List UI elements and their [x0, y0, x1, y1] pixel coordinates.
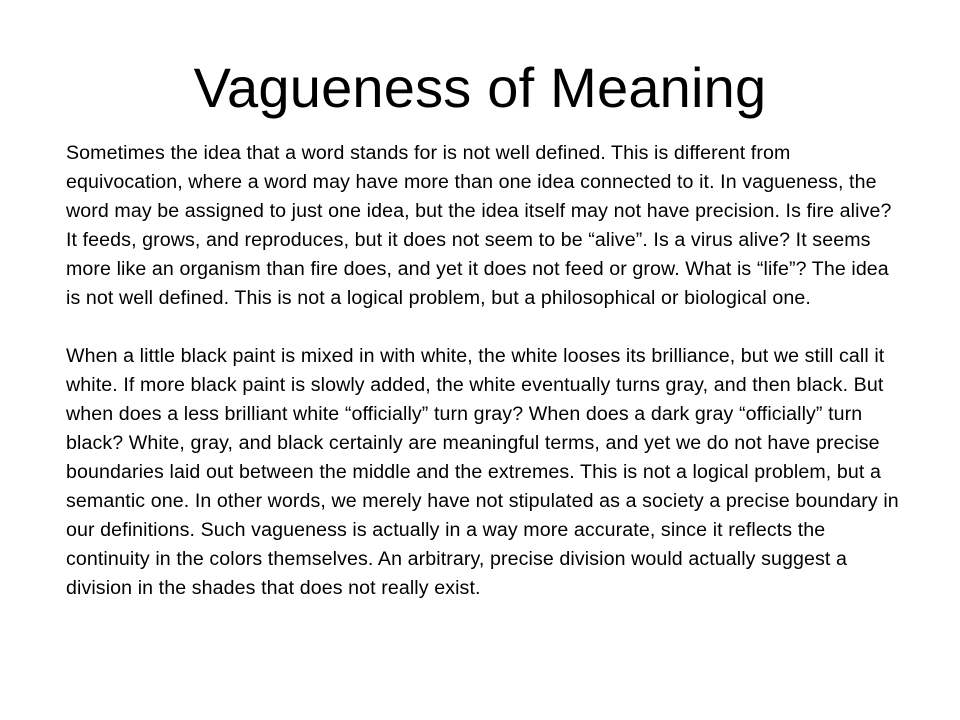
- paragraph-vagueness-definition: Sometimes the idea that a word stands for is not well defined. This is different from equivocation, where a word may have more than one idea connected to it. In vagueness, the word may be assigned to just one idea, but the idea itself may not have precision. Is fire alive? It feeds, grows, and reproduces, but it does not seem to be “alive”. Is a virus alive? It seems more like an organism than fire does, and yet it does not feed or grow. What is “life”? The idea is not well defined. This is not a logical problem, but a philosophical or biological one.: [66, 142, 892, 310]
- slide-body: [66, 139, 902, 603]
- slide-title: Vagueness of Meaning: [193, 56, 767, 119]
- paragraph-paint-example: When a little black paint is mixed in with white, the white looses its brilliance, but we still call it white. If more black paint is slowly added, the white eventually turns gray, and then black. But when does a less brilliant white “officially” turn gray? When does a dark gray “officially” turn black? White, gray, and black certainly are meaningful terms, and yet we do not have precise boundaries laid out between the middle and the extremes. This is not a logical problem, but a semantic one. In other words, we merely have not stipulated as a society a precise boundary in our definitions. Such vagueness is actually in a way more accurate, since it reflects the continuity in the colors themselves. An arbitrary, precise division would actually suggest a division in the shades that does not really exist.: [66, 344, 899, 600]
